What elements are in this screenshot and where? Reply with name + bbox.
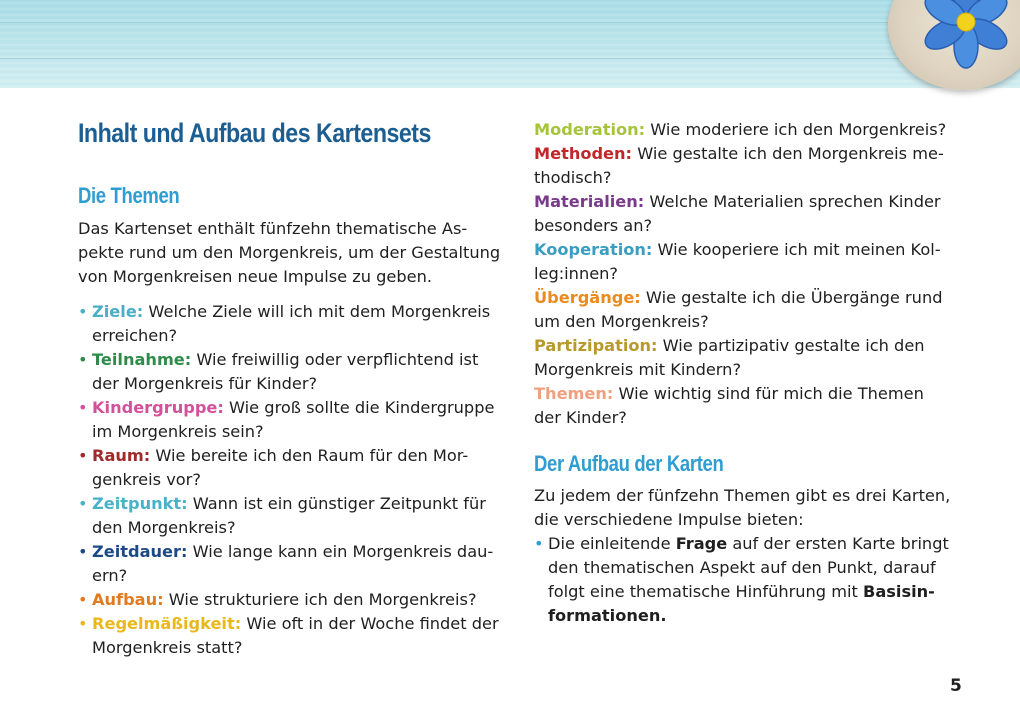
topic-item [78,300,504,348]
topic-label: Ziele: [92,302,144,321]
banner-plank-line [0,58,1020,59]
structure-bold: formationen. [548,606,667,625]
topic-text: Wie bereite ich den Raum für den Mor- [150,446,469,465]
topic-text: thodisch? [534,168,612,187]
topic-text: Wie gestalte ich den Morgenkreis me- [632,144,944,163]
topic-text: Wann ist ein günstiger Zeitpunkt für [187,494,486,513]
topic-item [78,588,504,612]
topic-text: den Morgenkreis? [92,518,236,537]
topic-text: leg:innen? [534,264,619,283]
topic-label: Zeitdauer: [92,542,188,561]
structure-list [534,532,964,628]
structure-text: folgt eine thematische Hinführung mit [548,582,863,601]
themes-heading: Die Themen [78,183,180,208]
topic-item [78,396,504,444]
topic-label: Zeitpunkt: [92,494,188,513]
topic-text: Morgenkreis statt? [92,638,243,657]
topic-item [78,612,504,660]
topic-label: Aufbau: [92,590,164,609]
topic-label: Übergänge: [534,288,641,307]
topics-list-right [534,118,964,430]
structure-intro-line: Zu jedem der fünfzehn Themen gibt es drei Karten, [534,486,951,505]
topic-text: Wie freiwillig oder verpflichtend ist [191,350,479,369]
structure-heading: Der Aufbau der Karten [534,451,724,476]
topic-label: Moderation: [534,120,646,139]
page-title: Inhalt und Aufbau des Kartensets [78,118,431,148]
topic-text: Wie groß sollte die Kindergruppe [223,398,495,417]
topic-text: im Morgenkreis sein? [92,422,264,441]
topic-item [78,348,504,396]
topic-text: Wie partizipativ gestalte ich den [657,336,925,355]
topic-item [534,142,964,190]
topic-text: Wie kooperiere ich mit meinen Kol- [652,240,941,259]
topic-label: Themen: [534,384,614,403]
topic-text: der Kinder? [534,408,627,427]
topic-text: ern? [92,566,128,585]
header-banner [0,0,1020,88]
bullet-icon: • [78,302,88,321]
structure-intro [534,484,964,532]
bullet-icon: • [78,494,88,513]
topic-label: Raum: [92,446,151,465]
topic-text: Wie strukturiere ich den Morgenkreis? [163,590,477,609]
topic-label: Kooperation: [534,240,653,259]
topic-item [534,190,964,238]
topic-text: Wie gestalte ich die Übergänge rund [640,288,943,307]
topic-text: Welche Ziele will ich mit dem Morgenkreis [143,302,491,321]
bullet-icon: • [78,542,88,561]
topic-item [534,334,964,382]
structure-text: Die einleitende [548,534,676,553]
bullet-icon: • [78,614,88,633]
bullet-icon: • [78,350,88,369]
banner-plank-line [0,22,1020,23]
structure-bold: Frage [675,534,728,553]
topic-text: genkreis vor? [92,470,201,489]
blue-flower-icon [888,0,1020,90]
topic-text: Wie moderiere ich den Morgenkreis? [645,120,947,139]
intro-line: pekte rund um den Morgenkreis, um der Gestaltung [78,243,501,262]
topic-item [534,286,964,334]
intro-line: von Morgenkreisen neue Impulse zu geben. [78,267,433,286]
topic-item [78,540,504,588]
topic-item [534,382,964,430]
topic-label: Regelmäßigkeit: [92,614,242,633]
topic-text: Welche Materialien sprechen Kinder [644,192,941,211]
structure-bold: Basisin- [863,582,935,601]
right-column [534,118,964,628]
bullet-icon: • [534,534,544,553]
topic-text: Morgenkreis mit Kindern? [534,360,742,379]
topic-label: Kindergruppe: [92,398,224,417]
topic-label: Materialien: [534,192,645,211]
painted-stone-image [888,0,1020,90]
topic-text: Wie wichtig sind für mich die Themen [613,384,924,403]
topics-list-left [78,300,504,660]
structure-text: auf der ersten Karte bringt [727,534,949,553]
topic-text: der Morgenkreis für Kinder? [92,374,318,393]
bullet-icon: • [78,590,88,609]
topic-item [534,238,964,286]
topic-text: um den Morgenkreis? [534,312,709,331]
intro-line: Das Kartenset enthält fünfzehn thematische As- [78,219,468,238]
topic-item [78,492,504,540]
intro-paragraph [78,217,504,289]
structure-item [534,532,964,628]
topic-text: Wie oft in der Woche findet der [241,614,499,633]
topic-text: Wie lange kann ein Morgenkreis dau- [187,542,494,561]
topic-item [534,118,964,142]
bullet-icon: • [78,398,88,417]
topic-text: besonders an? [534,216,653,235]
page-number: 5 [950,676,962,696]
topic-text: erreichen? [92,326,178,345]
left-column [78,116,504,660]
structure-intro-line: die verschiedene Impulse bieten: [534,510,804,529]
structure-text: den thematischen Aspekt auf den Punkt, darauf [548,558,936,577]
topic-label: Partizipation: [534,336,658,355]
topic-label: Methoden: [534,144,633,163]
bullet-icon: • [78,446,88,465]
topic-item [78,444,504,492]
topic-label: Teilnahme: [92,350,192,369]
